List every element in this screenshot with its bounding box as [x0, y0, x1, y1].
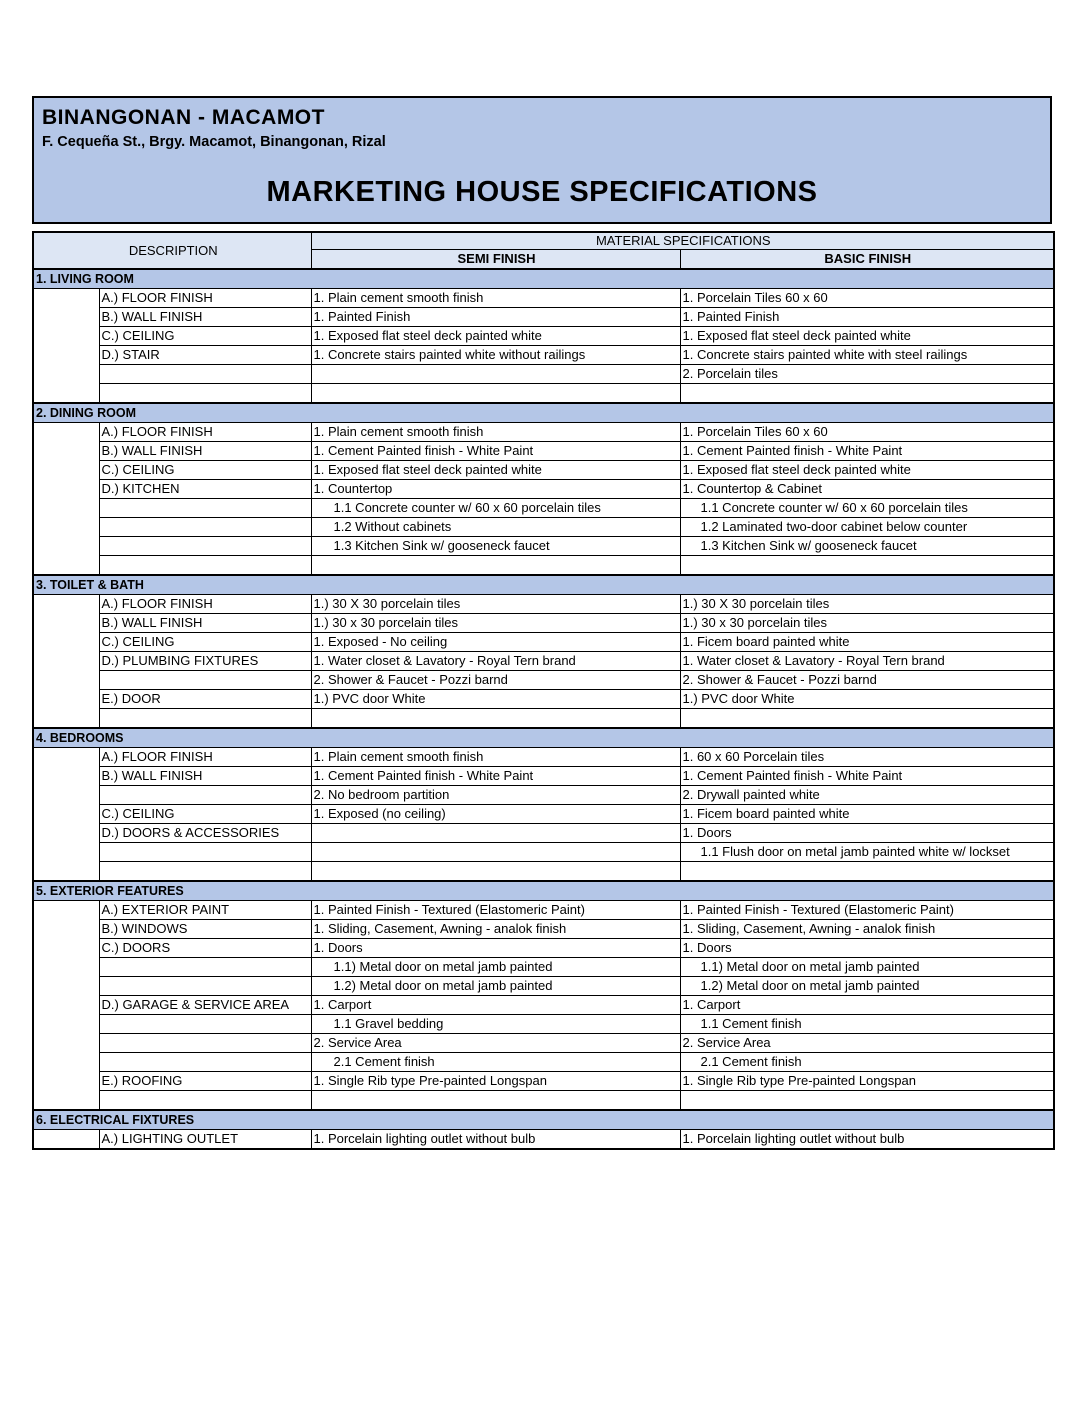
basic-finish-cell: [680, 556, 1054, 576]
semi-finish-header: SEMI FINISH: [311, 250, 680, 270]
semi-finish-cell: 2. Shower & Faucet - Pozzi barnd: [311, 671, 680, 690]
basic-finish-cell: 1. Concrete stairs painted white with steel railings: [680, 346, 1054, 365]
item-cell: A.) FLOOR FINISH: [99, 748, 311, 767]
indent-cell: [33, 461, 99, 480]
indent-cell: [33, 1091, 99, 1111]
semi-finish-cell: 1. Carport: [311, 996, 680, 1015]
table-row: [33, 824, 1054, 843]
basic-finish-cell: 1. Single Rib type Pre-painted Longspan: [680, 1072, 1054, 1091]
item-cell: B.) WALL FINISH: [99, 442, 311, 461]
indent-cell: [33, 499, 99, 518]
indent-cell: [33, 480, 99, 499]
basic-finish-cell: 2. Service Area: [680, 1034, 1054, 1053]
semi-finish-cell: 1.3 Kitchen Sink w/ gooseneck faucet: [311, 537, 680, 556]
basic-finish-cell: 2. Porcelain tiles: [680, 365, 1054, 384]
item-cell: D.) GARAGE & SERVICE AREA: [99, 996, 311, 1015]
semi-finish-cell: 1. Cement Painted finish - White Paint: [311, 442, 680, 461]
basic-finish-cell: 1.) 30 x 30 porcelain tiles: [680, 614, 1054, 633]
indent-cell: [33, 1072, 99, 1091]
semi-finish-cell: 1. Exposed (no ceiling): [311, 805, 680, 824]
table-row: [33, 499, 1054, 518]
semi-finish-cell: 1. Exposed flat steel deck painted white: [311, 461, 680, 480]
indent-cell: [33, 327, 99, 346]
table-row: [33, 939, 1054, 958]
table-row: [33, 671, 1054, 690]
item-cell: D.) DOORS & ACCESSORIES: [99, 824, 311, 843]
semi-finish-cell: 1.) 30 X 30 porcelain tiles: [311, 595, 680, 614]
basic-finish-cell: 1.3 Kitchen Sink w/ gooseneck faucet: [680, 537, 1054, 556]
item-cell: E.) ROOFING: [99, 1072, 311, 1091]
semi-finish-cell: 1. Doors: [311, 939, 680, 958]
indent-cell: [33, 423, 99, 442]
table-row: [33, 327, 1054, 346]
semi-finish-cell: 1. Plain cement smooth finish: [311, 423, 680, 442]
item-cell: A.) FLOOR FINISH: [99, 289, 311, 308]
table-row: [33, 423, 1054, 442]
section-header: [33, 1110, 1054, 1130]
semi-finish-cell: 1. Porcelain lighting outlet without bulb: [311, 1130, 680, 1150]
table-row: [33, 384, 1054, 404]
indent-cell: [33, 1053, 99, 1072]
table-row: [33, 346, 1054, 365]
basic-finish-cell: 1. Porcelain Tiles 60 x 60: [680, 423, 1054, 442]
table-row: [33, 767, 1054, 786]
basic-finish-cell: 1. Porcelain Tiles 60 x 60: [680, 289, 1054, 308]
material-specifications-header: MATERIAL SPECIFICATIONS: [311, 232, 1054, 250]
item-cell: [99, 556, 311, 576]
indent-cell: [33, 690, 99, 709]
table-row: [33, 1091, 1054, 1111]
basic-finish-cell: 1. Ficem board painted white: [680, 805, 1054, 824]
semi-finish-cell: [311, 1091, 680, 1111]
semi-finish-cell: 1. Plain cement smooth finish: [311, 748, 680, 767]
indent-cell: [33, 824, 99, 843]
item-cell: D.) STAIR: [99, 346, 311, 365]
indent-cell: [33, 805, 99, 824]
basic-finish-cell: 1. Exposed flat steel deck painted white: [680, 461, 1054, 480]
item-cell: [99, 843, 311, 862]
section-header: [33, 575, 1054, 595]
indent-cell: [33, 308, 99, 327]
item-cell: B.) WALL FINISH: [99, 308, 311, 327]
indent-cell: [33, 556, 99, 576]
semi-finish-cell: 1. Painted Finish: [311, 308, 680, 327]
project-address: F. Cequeña St., Brgy. Macamot, Binangonan, Rizal: [42, 134, 386, 150]
table-row: [33, 652, 1054, 671]
item-cell: C.) CEILING: [99, 327, 311, 346]
basic-finish-header: BASIC FINISH: [680, 250, 1054, 270]
basic-finish-cell: 1.1 Cement finish: [680, 1015, 1054, 1034]
basic-finish-cell: 1.2 Laminated two-door cabinet below counter: [680, 518, 1054, 537]
section-header: [33, 881, 1054, 901]
section-title: 4. BEDROOMS: [33, 728, 1054, 748]
indent-cell: [33, 652, 99, 671]
table-row: [33, 977, 1054, 996]
table-row: [33, 518, 1054, 537]
indent-cell: [33, 1034, 99, 1053]
semi-finish-cell: [311, 556, 680, 576]
section-header: [33, 728, 1054, 748]
indent-cell: [33, 595, 99, 614]
semi-finish-cell: [311, 843, 680, 862]
basic-finish-cell: 1.) PVC door White: [680, 690, 1054, 709]
section-header: [33, 403, 1054, 423]
item-cell: [99, 499, 311, 518]
table-row: [33, 289, 1054, 308]
item-cell: [99, 977, 311, 996]
table-row: [33, 595, 1054, 614]
indent-cell: [33, 346, 99, 365]
table-row: [33, 442, 1054, 461]
item-cell: [99, 1015, 311, 1034]
item-cell: A.) LIGHTING OUTLET: [99, 1130, 311, 1150]
item-cell: [99, 365, 311, 384]
semi-finish-cell: [311, 365, 680, 384]
semi-finish-cell: 1.) PVC door White: [311, 690, 680, 709]
item-cell: A.) EXTERIOR PAINT: [99, 901, 311, 920]
indent-cell: [33, 996, 99, 1015]
basic-finish-cell: 1. Cement Painted finish - White Paint: [680, 767, 1054, 786]
project-name: BINANGONAN - MACAMOT: [42, 106, 325, 129]
section-title: 2. DINING ROOM: [33, 403, 1054, 423]
item-cell: [99, 671, 311, 690]
indent-cell: [33, 709, 99, 729]
item-cell: E.) DOOR: [99, 690, 311, 709]
indent-cell: [33, 384, 99, 404]
section-title: 6. ELECTRICAL FIXTURES: [33, 1110, 1054, 1130]
basic-finish-cell: 1. Cement Painted finish - White Paint: [680, 442, 1054, 461]
item-cell: D.) KITCHEN: [99, 480, 311, 499]
semi-finish-cell: 1. Plain cement smooth finish: [311, 289, 680, 308]
indent-cell: [33, 977, 99, 996]
indent-cell: [33, 767, 99, 786]
table-row: [33, 1072, 1054, 1091]
indent-cell: [33, 862, 99, 882]
item-cell: [99, 1091, 311, 1111]
section-header: [33, 269, 1054, 289]
item-cell: [99, 537, 311, 556]
indent-cell: [33, 843, 99, 862]
indent-cell: [33, 537, 99, 556]
semi-finish-cell: 1.1 Gravel bedding: [311, 1015, 680, 1034]
item-cell: C.) CEILING: [99, 805, 311, 824]
table-row: [33, 748, 1054, 767]
section-title: 3. TOILET & BATH: [33, 575, 1054, 595]
section-title: 5. EXTERIOR FEATURES: [33, 881, 1054, 901]
semi-finish-cell: [311, 384, 680, 404]
item-cell: [99, 518, 311, 537]
basic-finish-cell: 1. Sliding, Casement, Awning - analok finish: [680, 920, 1054, 939]
semi-finish-cell: 1.) 30 x 30 porcelain tiles: [311, 614, 680, 633]
semi-finish-cell: 1.1) Metal door on metal jamb painted: [311, 958, 680, 977]
basic-finish-cell: 1. Countertop & Cabinet: [680, 480, 1054, 499]
basic-finish-cell: 1. Porcelain lighting outlet without bulb: [680, 1130, 1054, 1150]
indent-cell: [33, 614, 99, 633]
item-cell: B.) WALL FINISH: [99, 767, 311, 786]
basic-finish-cell: 1.) 30 X 30 porcelain tiles: [680, 595, 1054, 614]
basic-finish-cell: 1. Ficem board painted white: [680, 633, 1054, 652]
semi-finish-cell: 1. Sliding, Casement, Awning - analok finish: [311, 920, 680, 939]
table-row: [33, 633, 1054, 652]
indent-cell: [33, 442, 99, 461]
basic-finish-cell: 2. Drywall painted white: [680, 786, 1054, 805]
item-cell: C.) DOORS: [99, 939, 311, 958]
semi-finish-cell: 1. Exposed - No ceiling: [311, 633, 680, 652]
table-row: [33, 614, 1054, 633]
item-cell: D.) PLUMBING FIXTURES: [99, 652, 311, 671]
basic-finish-cell: 2.1 Cement finish: [680, 1053, 1054, 1072]
document-title: MARKETING HOUSE SPECIFICATIONS: [266, 176, 818, 208]
basic-finish-cell: 1. Carport: [680, 996, 1054, 1015]
basic-finish-cell: 1. Painted Finish: [680, 308, 1054, 327]
indent-cell: [33, 518, 99, 537]
semi-finish-cell: 1. Water closet & Lavatory - Royal Tern brand: [311, 652, 680, 671]
semi-finish-cell: 2. Service Area: [311, 1034, 680, 1053]
document-header: [32, 96, 1052, 224]
item-cell: B.) WINDOWS: [99, 920, 311, 939]
indent-cell: [33, 365, 99, 384]
table-row: [33, 556, 1054, 576]
basic-finish-cell: 1. Exposed flat steel deck painted white: [680, 327, 1054, 346]
semi-finish-cell: [311, 709, 680, 729]
semi-finish-cell: [311, 824, 680, 843]
semi-finish-cell: 1. Painted Finish - Textured (Elastomeric Paint): [311, 901, 680, 920]
basic-finish-cell: 1. Water closet & Lavatory - Royal Tern brand: [680, 652, 1054, 671]
indent-cell: [33, 901, 99, 920]
indent-cell: [33, 958, 99, 977]
table-row: [33, 1015, 1054, 1034]
table-row: [33, 805, 1054, 824]
indent-cell: [33, 939, 99, 958]
basic-finish-cell: 1.1 Flush door on metal jamb painted white w/ lockset: [680, 843, 1054, 862]
indent-cell: [33, 748, 99, 767]
item-cell: A.) FLOOR FINISH: [99, 423, 311, 442]
basic-finish-cell: 1. Painted Finish - Textured (Elastomeric Paint): [680, 901, 1054, 920]
table-row: [33, 690, 1054, 709]
semi-finish-cell: 1.2) Metal door on metal jamb painted: [311, 977, 680, 996]
basic-finish-cell: 1.1 Concrete counter w/ 60 x 60 porcelain tiles: [680, 499, 1054, 518]
item-cell: [99, 709, 311, 729]
table-row: [33, 843, 1054, 862]
table-row: [33, 920, 1054, 939]
indent-cell: [33, 920, 99, 939]
indent-cell: [33, 786, 99, 805]
indent-cell: [33, 1015, 99, 1034]
item-cell: [99, 384, 311, 404]
basic-finish-cell: 1. Doors: [680, 939, 1054, 958]
semi-finish-cell: 1.1 Concrete counter w/ 60 x 60 porcelain tiles: [311, 499, 680, 518]
table-row: [33, 901, 1054, 920]
description-header: DESCRIPTION: [33, 232, 311, 269]
table-row: [33, 958, 1054, 977]
indent-cell: [33, 1130, 99, 1150]
table-row: [33, 1034, 1054, 1053]
semi-finish-cell: [311, 862, 680, 882]
basic-finish-cell: [680, 709, 1054, 729]
table-row: [33, 308, 1054, 327]
table-row: [33, 461, 1054, 480]
item-cell: [99, 786, 311, 805]
semi-finish-cell: 1. Cement Painted finish - White Paint: [311, 767, 680, 786]
semi-finish-cell: 1. Concrete stairs painted white without railings: [311, 346, 680, 365]
indent-cell: [33, 671, 99, 690]
table-row: [33, 365, 1054, 384]
item-cell: B.) WALL FINISH: [99, 614, 311, 633]
basic-finish-cell: 1. 60 x 60 Porcelain tiles: [680, 748, 1054, 767]
table-row: [33, 1053, 1054, 1072]
table-row: [33, 1130, 1054, 1150]
table-row: [33, 709, 1054, 729]
table-row: [33, 996, 1054, 1015]
semi-finish-cell: 1.2 Without cabinets: [311, 518, 680, 537]
basic-finish-cell: 2. Shower & Faucet - Pozzi barnd: [680, 671, 1054, 690]
basic-finish-cell: 1. Doors: [680, 824, 1054, 843]
table-row: [33, 537, 1054, 556]
semi-finish-cell: 2. No bedroom partition: [311, 786, 680, 805]
indent-cell: [33, 289, 99, 308]
item-cell: A.) FLOOR FINISH: [99, 595, 311, 614]
indent-cell: [33, 633, 99, 652]
table-row: [33, 862, 1054, 882]
basic-finish-cell: [680, 384, 1054, 404]
basic-finish-cell: 1.1) Metal door on metal jamb painted: [680, 958, 1054, 977]
basic-finish-cell: [680, 862, 1054, 882]
semi-finish-cell: 2.1 Cement finish: [311, 1053, 680, 1072]
basic-finish-cell: [680, 1091, 1054, 1111]
semi-finish-cell: 1. Single Rib type Pre-painted Longspan: [311, 1072, 680, 1091]
basic-finish-cell: 1.2) Metal door on metal jamb painted: [680, 977, 1054, 996]
semi-finish-cell: 1. Countertop: [311, 480, 680, 499]
item-cell: [99, 1034, 311, 1053]
specifications-table: [32, 231, 1055, 1150]
item-cell: [99, 1053, 311, 1072]
table-row: [33, 480, 1054, 499]
semi-finish-cell: 1. Exposed flat steel deck painted white: [311, 327, 680, 346]
table-row: [33, 786, 1054, 805]
section-title: 1. LIVING ROOM: [33, 269, 1054, 289]
item-cell: [99, 862, 311, 882]
item-cell: C.) CEILING: [99, 461, 311, 480]
item-cell: C.) CEILING: [99, 633, 311, 652]
item-cell: [99, 958, 311, 977]
